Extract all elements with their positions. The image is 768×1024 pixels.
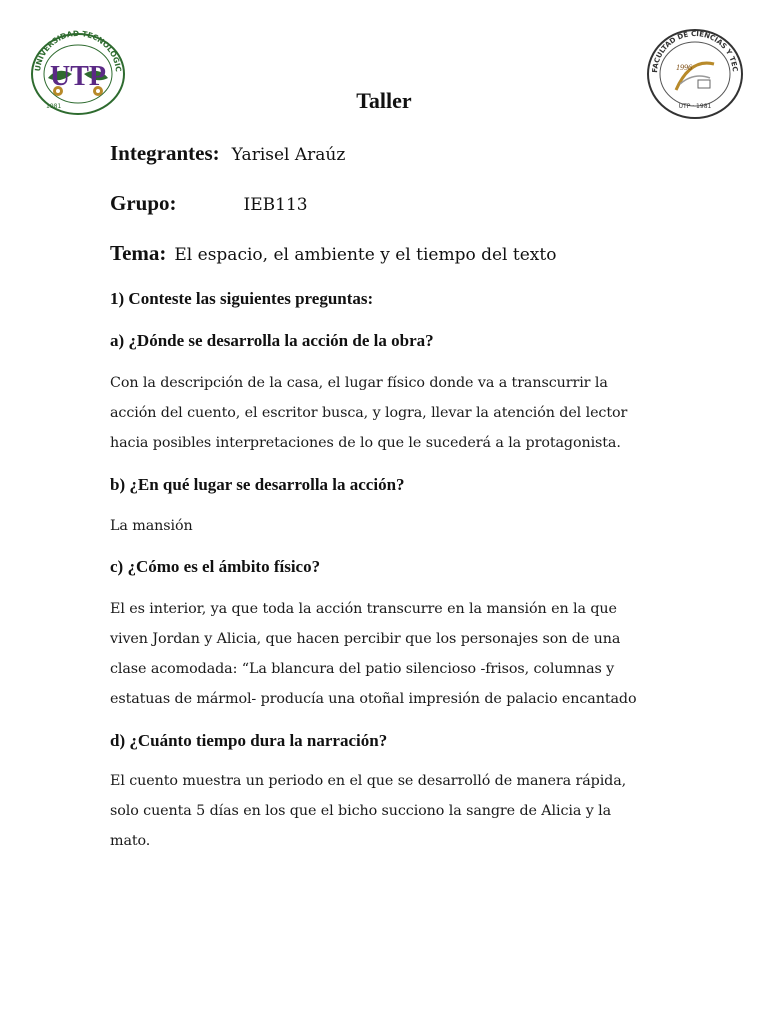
question-c: c) ¿Cómo es el ámbito físico?	[110, 557, 321, 576]
answer-line: viven Jordan y Alicia, que hacen percibir que los personajes son de una	[110, 631, 621, 647]
instruction-heading: 1) Conteste las siguientes preguntas:	[110, 289, 374, 308]
answer-line: mato.	[110, 833, 151, 849]
tema-value: El espacio, el ambiente y el tiempo del texto	[174, 245, 557, 265]
tema-row	[110, 241, 556, 266]
answer-line: La mansión	[110, 518, 193, 534]
answer-line: El cuento muestra un periodo en el que se desarrolló de manera rápida,	[110, 773, 627, 789]
answer-line: clase acomodada: “La blancura del patio silencioso -frisos, columnas y	[110, 661, 615, 677]
utp-seal-year: 1981	[46, 103, 62, 110]
grupo-value: IEB113	[243, 195, 308, 215]
integrantes-label: Integrantes:	[110, 141, 220, 165]
answer-b	[110, 511, 650, 541]
question-d: d) ¿Cuánto tiempo dura la narración?	[110, 731, 388, 750]
answer-line: El es interior, ya que toda la acción transcurre en la mansión en la que	[110, 601, 617, 617]
answer-c	[110, 594, 650, 714]
question-b: b) ¿En qué lugar se desarrolla la acción?	[110, 475, 405, 494]
grupo-row	[110, 191, 308, 216]
integrantes-value: Yarisel Araúz	[231, 145, 346, 165]
answer-a	[110, 368, 650, 458]
fct-seal-ring-text: FACULTAD DE CIENCIAS Y TEC	[650, 29, 739, 74]
integrantes-row	[110, 141, 345, 166]
document-title: Taller	[356, 88, 412, 113]
answer-line: acción del cuento, el escritor busca, y logra, llevar la atención del lector	[110, 405, 628, 421]
fct-seal-year: 1996	[676, 63, 692, 72]
grupo-label: Grupo:	[110, 191, 177, 215]
answer-d	[110, 766, 650, 856]
fct-seal-bottom-text: UTP · 1981	[678, 103, 712, 110]
utp-seal-ring-text: UNIVERSIDAD TECNOLÓGIC	[33, 28, 123, 73]
answer-line: solo cuenta 5 días en los que el bicho succiono la sangre de Alicia y la	[110, 803, 612, 819]
utp-monogram: UTP	[50, 61, 106, 92]
tema-label: Tema:	[110, 241, 167, 265]
answer-line: estatuas de mármol- producía una otoñal impresión de palacio encantado	[110, 691, 637, 707]
answer-line: hacia posibles interpretaciones de lo que le sucederá a la protagonista.	[110, 435, 621, 451]
question-a: a) ¿Dónde se desarrolla la acción de la obra?	[110, 331, 434, 350]
answer-line: Con la descripción de la casa, el lugar físico donde va a transcurrir la	[110, 375, 608, 391]
